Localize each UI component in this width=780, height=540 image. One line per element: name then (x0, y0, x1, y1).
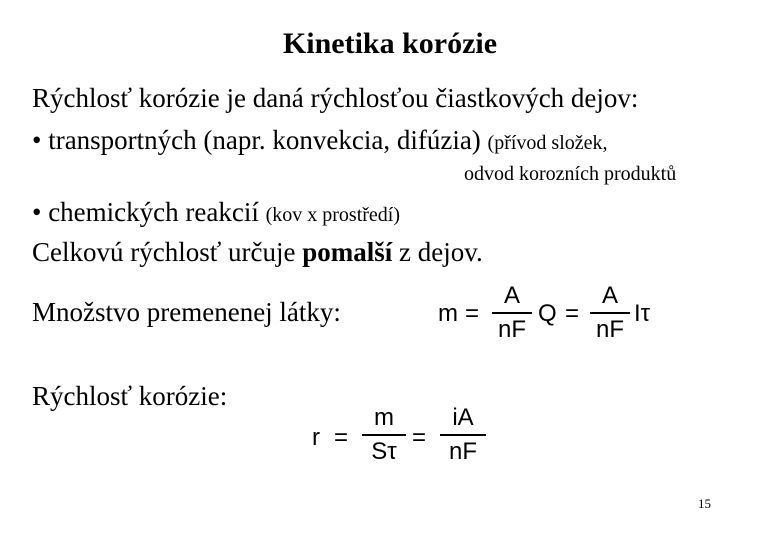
bullet-chemical (32, 196, 400, 231)
bullet-transport-text: transportných (napr. konvekcia, difúzia) (48, 125, 481, 155)
intro-line: Rýchlosť korózie je daná rýchlosťou čiastkových dejov: (32, 83, 639, 113)
fraction-bar (492, 312, 532, 314)
fraction-bar (590, 312, 630, 314)
rate-label: Rýchlosť korózie: (32, 381, 228, 411)
bullet-transport-note-cont: odvod korozních produktů (464, 163, 677, 185)
rate-fraction-2 (440, 404, 486, 466)
bullet-marker: • (32, 197, 42, 227)
rate-frac1-num: m (374, 404, 394, 431)
rate-frac1-den: Sτ (371, 438, 397, 465)
bullet-transport (32, 124, 608, 159)
rate-frac2-num: iA (452, 404, 474, 431)
rate-eq2: = (412, 424, 427, 451)
rate-lhs: r (312, 424, 320, 451)
summary-pre: Celkovú rýchlosť určuje (32, 237, 296, 267)
bullet-chemical-text: chemických reakcií (48, 197, 259, 227)
bullet-chemical-note: (kov x prostředí) (265, 204, 401, 226)
rate-eq1: = (334, 424, 349, 451)
bullet-marker: • (32, 125, 42, 155)
mass-frac1-den: nF (497, 316, 526, 343)
mass-frac1-num: A (503, 282, 520, 309)
summary-line (32, 236, 483, 268)
mass-frac2-num: A (601, 282, 618, 309)
mass-label: Množstvo premenenej látky: (32, 297, 341, 327)
mass-tail: Iτ (634, 300, 651, 327)
mass-fraction-1 (492, 282, 532, 344)
mass-mid: Q (538, 300, 557, 327)
rate-fraction-1 (362, 404, 406, 466)
slide-title: Kinetika korózie (282, 27, 498, 60)
fraction-bar (440, 434, 486, 436)
mass-fraction-2 (590, 282, 630, 344)
bullet-transport-note: (přívod složek, (487, 132, 608, 154)
rate-frac2-den: nF (448, 438, 477, 465)
summary-bold: pomalší (302, 237, 393, 267)
mass-eq1: = (465, 300, 480, 327)
page-number: 15 (698, 496, 711, 511)
mass-eq2: = (565, 300, 580, 327)
summary-post: z dejov. (399, 237, 483, 267)
fraction-bar (362, 434, 406, 436)
mass-lhs: m (438, 300, 458, 327)
mass-frac2-den: nF (595, 316, 624, 343)
